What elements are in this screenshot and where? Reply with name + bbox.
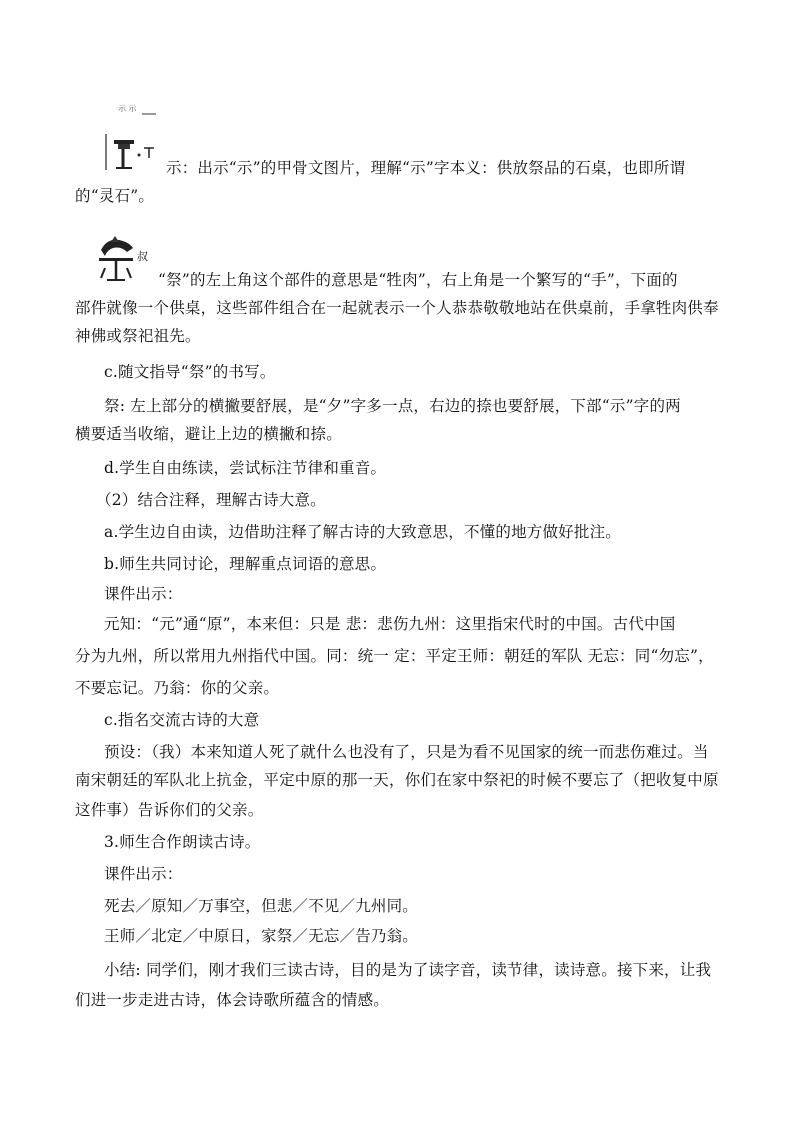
paragraph-ji-writing-cont: 横要适当收缩，避让上边的横撇和捺。 — [75, 425, 342, 443]
step-a-self-reading: a.学生边自由读，边借助注释了解古诗的大致意思，不懂的地方做好批注。 — [104, 523, 621, 541]
step-3-group-reading: 3.师生合作朗读古诗。 — [104, 833, 261, 851]
ancient-ji-image — [93, 232, 157, 284]
courseware-label-1: 课件出示： — [104, 585, 183, 603]
summary-line-1: 小结: 同学们，刚才我们三读古诗，目的是为了读字音，读节律，读诗意。接下来，让我 — [104, 961, 712, 979]
step-c-writing-guide: c.随文指导“祭”的书写。 — [104, 363, 276, 381]
step-d-practice: d.学生自由练读，尝试标注节律和重音。 — [104, 459, 387, 477]
summary-line-2: 们进一步走进古诗，体会诗歌所蕴含的情感。 — [75, 991, 390, 1009]
step-c-meaning-exchange: c.指名交流古诗的大意 — [104, 711, 260, 729]
annotation-line-3: 不要忘记。乃翁：你的父亲。 — [75, 679, 280, 697]
poem-line-1: 死去／原知／万事空，但悲／不见／九州同。 — [104, 897, 419, 915]
paragraph-shi-explanation-cont: 的“灵石”。 — [75, 187, 155, 205]
paragraph-ji-explanation: “祭”的左上角这个部件的意思是“牲肉”，右上角是一个繁写的“手”，下面的 — [158, 271, 678, 289]
paragraph-ji-explanation-cont2: 神佛或祭祀祖先。 — [75, 327, 201, 345]
courseware-label-2: 课件出示： — [104, 865, 183, 883]
annotation-line-2: 分为九州，所以常用九州指代中国。同：统一 定：平定王师：朝廷的军队 无忘：同“勿忘”， — [75, 647, 714, 665]
annotation-line-1: 元知：“元”通“原”，本来但：只是 悲：悲伤九州：这里指宋代时的中国。古代中国 — [104, 615, 676, 633]
svg-text:叔: 叔 — [137, 250, 148, 263]
paragraph-shi-explanation: 示：出示“示”的甲骨文图片，理解“示”字本义：供放祭品的石桌，也即所谓 — [166, 159, 686, 177]
poem-line-2: 王师／北定／中原日，家祭／无忘／告乃翁。 — [104, 927, 419, 945]
step-b-discussion: b.师生共同讨论，理解重点词语的意思。 — [104, 555, 387, 573]
section-2-heading: （2）结合注释，理解古诗大意。 — [96, 491, 326, 509]
paragraph-ji-explanation-cont1: 部件就像一个供桌，这些部件组合在一起就表示一个人恭恭敬敬地站在供桌前，手拿牲肉供奉 — [75, 299, 719, 317]
preset-answer-line-1: 预设：（我）本来知道人死了就什么也没有了，只是为看不见国家的统一而悲伤难过。当 — [104, 743, 709, 761]
paragraph-ji-writing: 祭: 左上部分的横撇要舒展，是“夕”字多一点，右边的捺也要舒展，下部“示”字的两 — [104, 397, 681, 415]
preset-answer-line-3: 这件事）告诉你们的父亲。 — [75, 801, 264, 819]
oracle-bone-shi-image — [104, 100, 164, 172]
svg-text:示 示: 示 示 — [118, 104, 137, 113]
preset-answer-line-2: 南宋朝廷的军队北上抗金，平定中原的那一天，你们在家中祭祀的时候不要忘了（把收复中原 — [75, 771, 719, 789]
